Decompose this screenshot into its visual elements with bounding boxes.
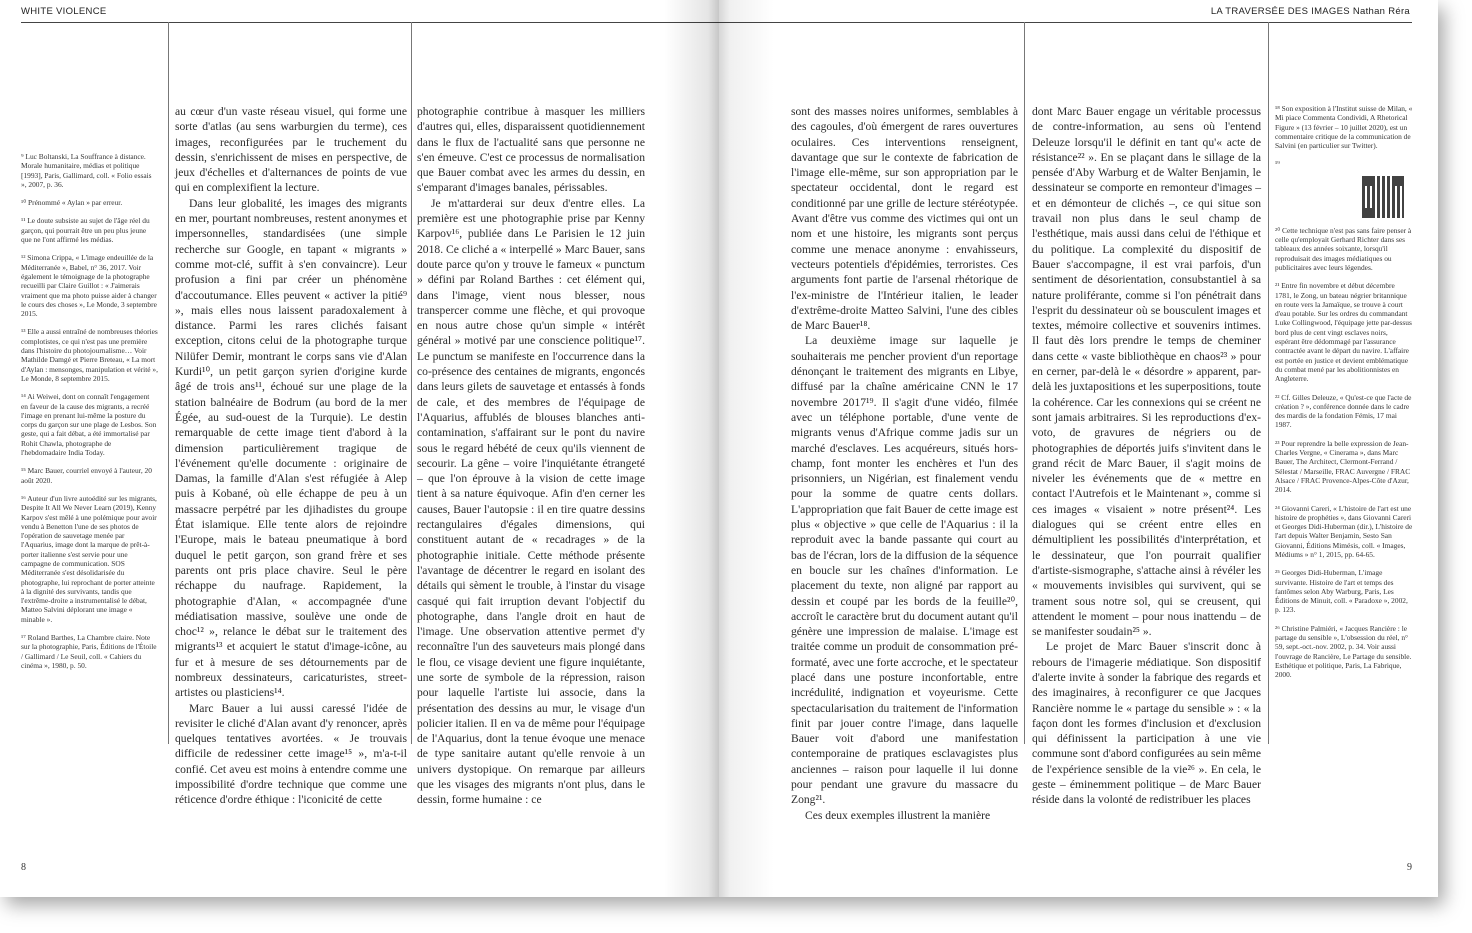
paragraph: au cœur d'un vaste réseau visuel, qui forme une sorte d'atlas (au sens warburgien du terme), ces images, reconfigurées par le truchement du dessin, s'enrichissent de mises en perspective, de jeux d'échelles et d'alternances de points de vue qui en complexifient la lecture. xyxy=(175,105,407,195)
footnote: ⁹ Luc Boltanski, La Souffrance à distance. Morale humanitaire, médias et politique [1993], Paris, Gallimard, coll. « Folio essais », 2007, p. 36. xyxy=(21,152,152,189)
footnote: ¹⁸ Son exposition à l'Institut suisse de Milan, « Mi piace Commenta Condividi, A Rhetorical Figure » (13 février – 10 juillet 2020), est un commentaire critique de la communication de Salvini (en particulier sur Twitter). xyxy=(1275,104,1413,151)
gutter-shadow xyxy=(719,0,774,897)
right-body-column-1 xyxy=(791,104,1018,822)
footnote: ²⁰ Cette technique n'est pas sans faire penser à celle qu'employait Gerhard Richter dans ses tableaux des années soixante, lorsqu'il reproduisait des images médiatiques ou publicitaires avec leurs légendes. xyxy=(1275,225,1412,272)
page-number-left: 8 xyxy=(21,862,26,873)
paragraph: sont des masses noires uniformes, semblables à des cagoules, d'où émergent de rares ouvertures oculaires. Ces interventions renseignent, davantage que sur le contexte de fabrication de l'image elle-même, sur son appropriation par le spectateur occidental, dont le regard est conditionné par une grille de lecture stéréotypée. Avant d'être vus comme des victimes qui ont un nom et une histoire, les migrants sont perçus comme une menace anonyme : envahisseurs, vecteurs potentiels d'épidémies, terroristes. Ces arguments font partie de l'arsenal rhétorique de l'ex-ministre de l'Intérieur italien, le leader d'extrême-droite Matteo Salvini, l'une des cibles de Marc Bauer¹⁸. xyxy=(791,105,1018,333)
header-rule-right xyxy=(719,22,1412,23)
footnote: ²⁶ Christine Palmiéri, « Jacques Rancière : le partage du sensible », L'obsession du réel, n° 59, sept.-oct.-nov. 2002, p. 34. Voir aussi l'ouvrage de Rancière, Le Partage du sensible. Esthétique et politique, Paris, La Fabrique, 2000. xyxy=(1275,623,1412,680)
footnote: ¹² Simona Crippa, « L'image endeuillée de la Méditerranée », Babel, n° 36, 2017. Voir également le témoignage de la photographe recueilli par Claire Guillot : « J'aimerais vraiment que ma photo puisse aider à changer le cours des choses », Le Monde, 3 septembre 2015. xyxy=(21,253,157,319)
footnote: ¹⁰ Prénommé « Aylan » par erreur. xyxy=(21,198,123,208)
footnote: ²³ Pour reprendre la belle expression de Jean-Charles Vergne, « Cinerama », dans Marc Bauer, The Architect, Clermont-Ferrand / Sélestat / Marseille, FRAC Auvergne / FRAC Alsace / FRAC Provence-Alpes-Côte d'Azur, 2014. xyxy=(1275,438,1411,495)
footnote: ¹⁷ Roland Barthes, La Chambre claire. Note sur la photographie, Paris, Éditions de l'Étoile / Gallimard / Le Seuil, coll. « Cahiers du cinéma », 1980, p. 50. xyxy=(21,633,157,670)
footnote: ²⁵ Georges Didi-Huberman, L'image survivante. Histoire de l'art et temps des fantômes selon Aby Warburg, Paris, Les Éditions de Minuit, coll. « Paradoxe », 2002, p. 123. xyxy=(1275,568,1408,615)
right-page xyxy=(719,0,1438,897)
column-rule xyxy=(1268,22,1269,744)
right-footnotes xyxy=(1275,104,1413,754)
qr-code-icon[interactable] xyxy=(1362,176,1404,218)
footnote: ¹⁵ Marc Bauer, courriel envoyé à l'auteur, 20 août 2020. xyxy=(21,466,152,485)
footnote: ¹⁴ Ai Weiwei, dont on connaît l'engagement en faveur de la cause des migrants, a recréé l'image en prenant lui-même la posture du corps du garçon sur une plage de Lesbos. Son geste, qui a fait débat, a été immortalisé par Rohit Chawla, photographe de l'hebdomadaire India Today. xyxy=(21,392,157,458)
paragraph: Dans leur globalité, les images des migrants en mer, pourtant nombreuses, restent anonymes et impersonnelles, standardisées (une simple recherche sur Google, en tapant « migrants » comme mot-clé, suffit à s'en convaincre). Leur profusion a fini par créer un phénomène d'accoutumance. Elles peuvent « activer la pitié⁹ », mais elles nous laissent paradoxalement à distance. Parmi les rares clichés faisant exception, citons celui de la photographe turque Nilüfer Demir, montrant le corps sans vie d'Alan Kurdi¹⁰, un petit garçon syrien d'origine kurde âgé de trois ans¹¹, échoué sur une plage de la station balnéaire de Bodrum (au bord de la mer Égée, au sud-ouest de la Turquie). Le destin remarquable de cette image tient d'abord à la dimension particulièrement tragique de l'événement qu'elle documente : originaire de Damas, la famille d'Alan s'est réfugiée à Alep puis à Kobané, où elle échappe de peu à un massacre perpétré par les djihadistes du groupe État islamique. Elle tente alors de rejoindre l'Europe, mais le bateau pneumatique à bord duquel le petit garçon, son grand frère et ses parents ont pris place chavire. Seul le père réchappe du naufrage. Rapidement, la photographie d'Alan, « accompagnée d'une médiatisation massive, soulève une onde de choc¹² », relance le débat sur le traitement des migrants¹³ et acquiert le statut d'image-icône, au fur et à mesure de ses détournements par de nombreux dessinateurs, caricaturistes, street-artistes ou plasticiens¹⁴. xyxy=(175,196,407,700)
running-head-left: WHITE VIOLENCE xyxy=(21,6,107,17)
footnote: ¹⁶ Auteur d'un livre autoédité sur les migrants, Despite It All We Never Learn (2019), Kenny Karpov s'est mêlé à une polémique pour avoir vendu à Benetton l'une de ses photos de l'opération de sauvetage menée par l'Aquarius, image dont la marque de prêt-à-porter italienne s'est servie pour une campagne de communication. SOS Méditerranée s'est désolidarisée du photographe, lui reprochant de porter atteinte à la dignité des survivants, tandis que l'extrême-droite a instrumentalisé le débat, Matteo Salvini déplorant une image « minable ». xyxy=(21,493,157,624)
footnote: ¹⁹ xyxy=(1275,159,1280,169)
header-rule-left xyxy=(21,22,719,23)
gutter-shadow xyxy=(664,0,719,897)
footnote: ¹¹ Le doute subsiste au sujet de l'âge réel du garçon, qui pourrait être un peu plus jeune que ne l'ont affirmé les médias. xyxy=(21,216,150,245)
right-body-column-2 xyxy=(1032,104,1261,807)
paragraph: Ces deux exemples illustrent la manière xyxy=(805,808,991,822)
footnote: ²² Cf. Gilles Deleuze, « Qu'est-ce que l'acte de création ? », conférence donnée dans le cadre des mardis de la fondation Fémis, 17 mai 1987. xyxy=(1275,392,1412,430)
footnote: ²⁴ Giovanni Careri, « L'histoire de l'art est une histoire de prophéties », dans Giovanni Careri et Georges Didi-Huberman (dir.), L'histoire de l'art depuis Walter Benjamin, Sesto San Giovanni, Éditions Mimésis, coll. « Images, Médiums » n° 1, 2015, pp. 64-65. xyxy=(1275,503,1413,559)
column-rule xyxy=(1024,22,1025,744)
paragraph: Marc Bauer a lui aussi caressé l'idée de revisiter le cliché d'Alan avant d'y renoncer, après quelques tentatives avortées. « Je trouvais difficile de redessiner cette image¹⁵ », m'a-t-il confié. Cet aveu est moins à entendre comme une impossibilité d'ordre technique que comme une réticence d'ordre éthique : l'iconicité de cette xyxy=(175,701,407,807)
left-body-column-1 xyxy=(175,104,407,807)
column-rule xyxy=(411,22,412,744)
paragraph: photographie contribue à masquer les milliers d'autres qui, elles, disparaissent quotidiennement dans le flux de l'actualité sans que personne ne s'en émeuve. C'est ce processus de normalisation que Bauer combat avec les armes du dessin, en s'emparant d'images banales, périssables. xyxy=(417,105,645,195)
footnote: ²¹ Entre fin novembre et début décembre 1781, le Zong, un bateau négrier britannique en route vers la Jamaïque, se trouve à court d'eau potable. Sur les ordres du commandant Luke Collingwood, l'équipage jette par-dessus bord plus de cent vingt esclaves noirs, espérant être dédommagé par l'assurance contractée avant le départ du navire. L'affaire est portée en justice et devient emblématique du combat mené par les abolitionnistes en Angleterre. xyxy=(1275,281,1412,384)
left-page xyxy=(0,0,719,897)
paragraph: dont Marc Bauer engage un véritable processus de contre-information, au sens où l'entend Deleuze lorsqu'il le définit en tant qu'« acte de résistance²² ». En se plaçant dans le sillage de la pensée d'Aby Warburg et de Walter Benjamin, le dessinateur se comporte en remonteur d'images – et en démonteur de clichés –, ce qui situe son travail non plus dans le seul champ de l'esthétique, mais aussi dans celui de l'éthique et du politique. La complexité du dispositif de Bauer s'accompagne, il est vrai parfois, d'un sentiment de désorientation, consubstantiel à sa nature proliférante, comme si l'on pénétrait dans l'esprit du dessinateur où se bousculent images et textes, mémoire collective et souvenirs intimes. Il faut dès lors prendre le temps de cheminer dans cette « vaste bibliothèque en chaos²³ » pour en cerner, par-delà le « désordre » apparent, par-delà les juxtapositions et les superpositions, toute la cohérence. Car les connexions qui se créent ne sont jamais arbitraires. Si les reproductions d'ex-voto, de gravures de négriers ou de photographies de déportés juifs s'invitent dans le grand récit de Marc Bauer, il s'agit moins de niveler les événements que de « mettre en contact l'Autrefois et le Maintenant », comme si ces images « visaient » notre présent²⁴. Les dialogues qui se créent entre elles en démultiplient les possibilités d'interprétation, et le dessinateur, que l'on pourrait qualifier d'artiste-sismographe, s'attache ainsi à révéler les « mouvements invisibles qui survivent, qui se trament sous notre sol, qui se creusent, qui attendent le moment – pour nous inattendu – de se manifester soudain²⁵ ». xyxy=(1032,105,1261,639)
running-head-right: LA TRAVERSÉE DES IMAGES Nathan Réra xyxy=(1210,6,1410,17)
left-footnotes xyxy=(21,152,158,752)
paragraph: Je m'attarderai sur deux d'entre elles. La première est une photographie prise par Kenny Karpov¹⁶, publiée dans Le Parisien le 12 juin 2018. Ce cliché a « interpellé » Marc Bauer, sans doute parce qu'on y trouve le fameux « punctum » défini par Roland Barthes : cet élément qui, dans l'image, vient nous blesser, nous transpercer comme une flèche, et qui provoque en nous autre chose qu'un simple « intérêt général » motivé par une conscience politique¹⁷. Le punctum se manifeste en l'occurrence dans la co-présence des centaines de migrants, engoncés dans leurs gilets de sauvetage et entassés à fonds de cale, et des membres de l'équipage de l'Aquarius, affublés de blouses blanches anti-contamination, s'affairant sur le pont du navire sous le regard hébété de ceux qu'ils viennent de secourir. La gêne – voire l'inquiétante étrangeté – que l'on éprouve à la vision de cette image tient à sa nature équivoque. Afin d'en cerner les causes, Bauer l'autopsie : il en tire quatre dessins rectangulaires d'égales dimensions, qui constituent autant de « recadrages » de la photographie initiale. Cette méthode présente l'avantage de décentrer le regard en isolant des détails qui sèment le trouble, à l'instar du visage casqué qui fait irruption devant l'objectif du photographe, dans l'angle droit en haut de l'image. Une observation attentive permet d'y reconnaître l'un des sauveteurs mais plongé dans le flou, ce visage devient une figure inquiétante, une sorte de symbole de la répression, raison pour laquelle l'artiste lui associe, dans la présentation des dessins au mur, le visage d'un policier italien. Il en va de même pour l'équipage de l'Aquarius, dont la tenue évoque une menace de type sanitaire autant qu'elle renvoie à un univers dystopique. On remarque par ailleurs que les visages des migrants n'ont plus, dans le dessin, forme humaine : ce xyxy=(417,196,645,807)
paragraph: Le projet de Marc Bauer s'inscrit donc à rebours de l'imagerie médiatique. Son dispositif d'alerte invite à sonder la fabrique des regards et des imaginaires, à reconfigurer ce que Jacques Rancière nomme le « partage du sensible » : « la façon dont les formes d'inclusion et d'exclusion qui définissent la participation à une vie commune sont d'abord configurées au sein même de l'expérience sensible de la vie²⁶ ». En cela, le geste – éminemment politique – de Marc Bauer réside dans la volonté de redistribuer les places xyxy=(1032,640,1261,807)
page-number-right: 9 xyxy=(1407,862,1412,873)
footnote: ¹³ Elle a aussi entraîné de nombreuses théories complotistes, ce qui n'est pas une première dans l'histoire du photojournalisme… Voir Mathilde Damgé et Pierre Breteau, « La mort d'Aylan : mensonges, manipulation et vérité », Le Monde, 8 septembre 2015. xyxy=(21,327,158,383)
column-rule xyxy=(168,22,169,744)
paragraph: La deuxième image sur laquelle je souhaiterais me pencher provient d'un reportage dénonçant le traitement des migrants en Libye, diffusé par la chaîne américaine CNN le 17 novembre 2017¹⁹. Il s'agit d'une vidéo, filmée avec un téléphone portable, d'une vente de migrants venus d'Afrique comme jadis sur un marché d'esclaves. Les acquéreurs, situés hors-champ, font monter les enchères et l'un des prisonniers, un Nigérian, est finalement vendu pour la somme de quatre cents dollars. L'appropriation que fait Bauer de cette image est plus « objective » que celle de l'Aquarius : il la reproduit avec la bande passante qui court au bas de l'écran, lors de la diffusion de la séquence en boucle sur les chaînes d'information. Le placement du texte, non aligné par rapport au dessin et coupé par les bords de la feuille²⁰, accroît le caractère brut du document autant qu'il génère une impression de malaise. L'image est traitée comme un produit de consommation pré-formaté, avec une forte accroche, et le spectateur placé dans une posture inconfortable, entre incrédulité, indignation et voyeurisme. Cette spectacularisation du traitement de l'information finit par jouer contre l'image, dans laquelle Bauer voit d'abord une manifestation contemporaine de pratiques esclavagistes plus anciennes – raison pour laquelle il lui donne pour pendant une gravure du massacre du Zong²¹. xyxy=(791,334,1018,807)
left-body-column-2 xyxy=(417,104,645,807)
